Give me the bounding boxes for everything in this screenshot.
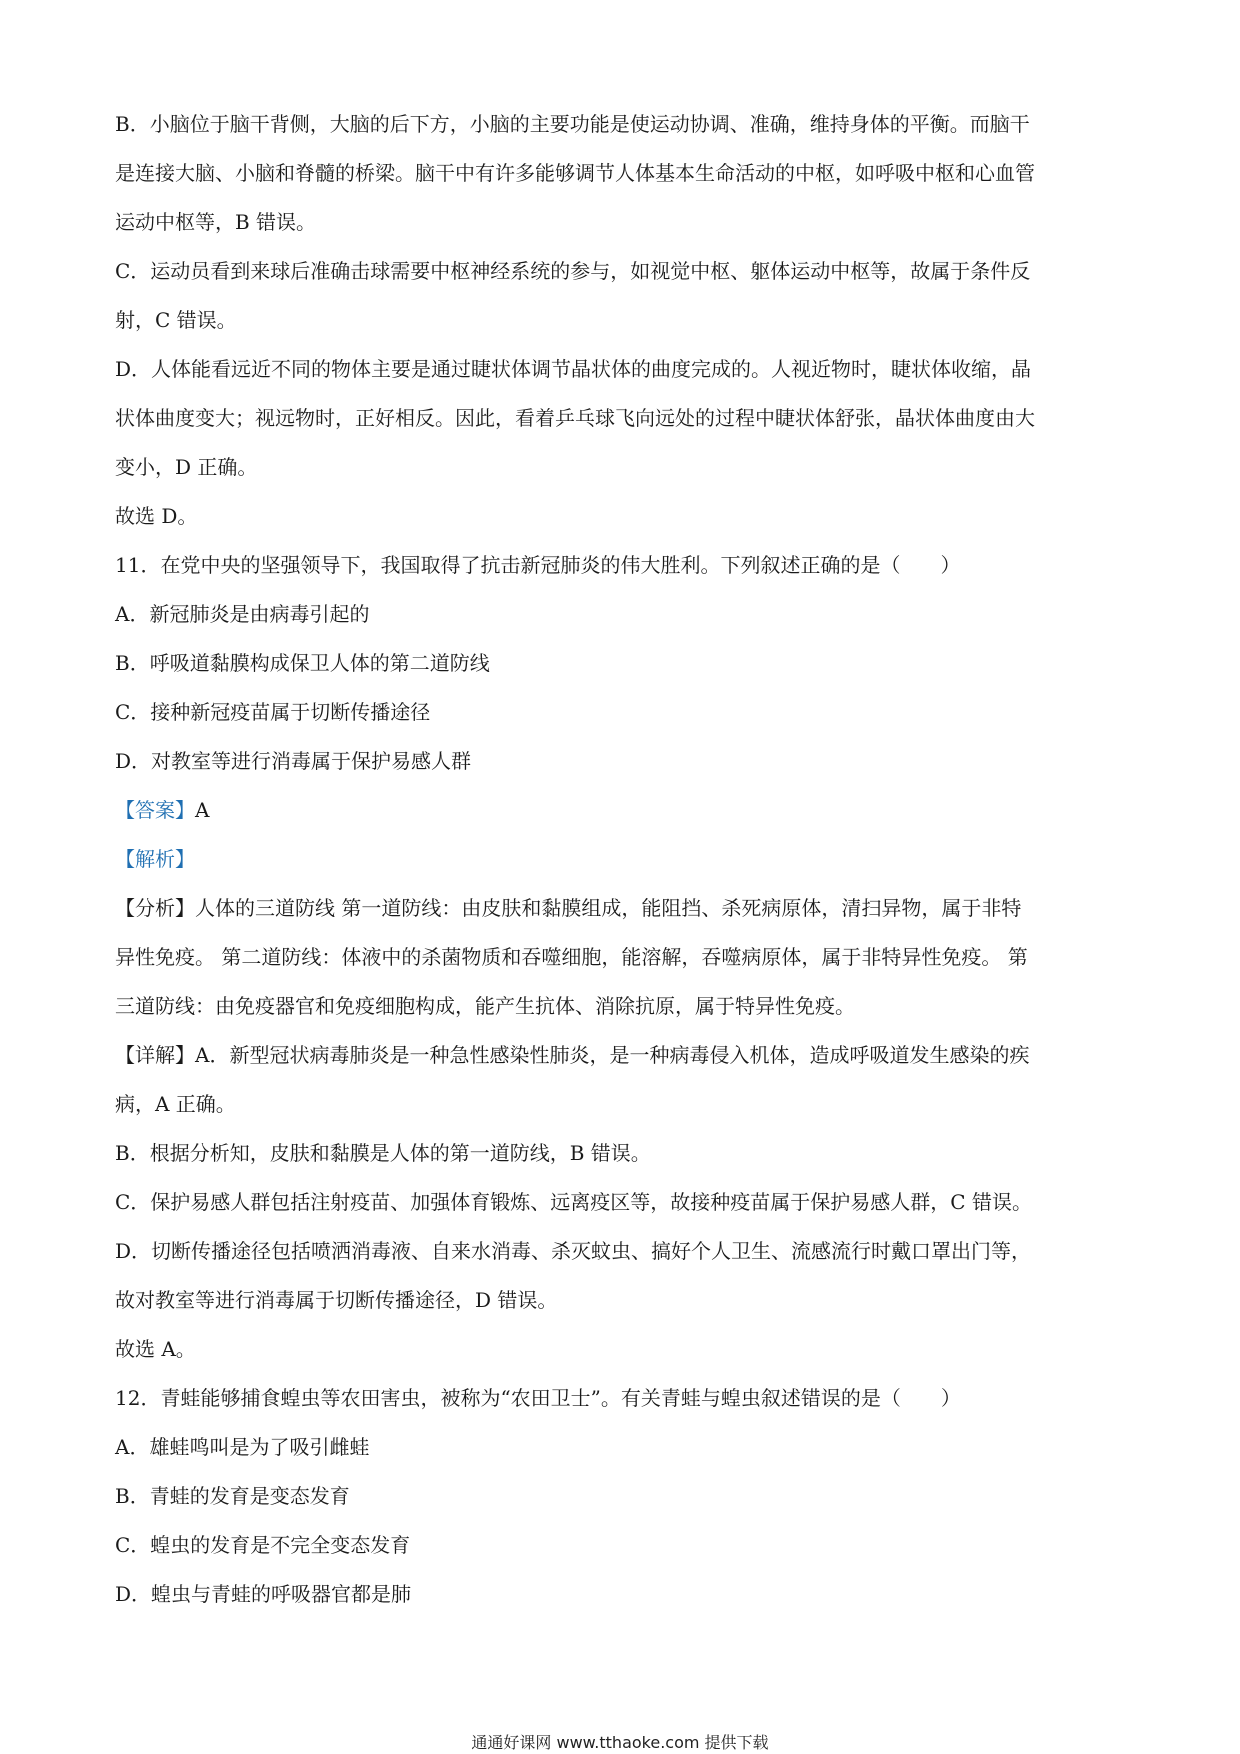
q11-analysis-line-2: 异性免疫。 第二道防线：体液中的杀菌物质和吞噬细胞，能溶解，吞噬病原体，属于非特异性免疫。 第 [115, 945, 1028, 969]
q11-detail-line-5: D．切断传播途径包括喷洒消毒液、自来水消毒、杀灭蚊虫、搞好个人卫生、流感流行时戴口罩出门等， [115, 1239, 1032, 1263]
q12-option-d: D．蝗虫与青蛙的呼吸器官都是肺 [115, 1582, 412, 1606]
q11-detail-line-1: 【详解】A．新型冠状病毒肺炎是一种急性感染性肺炎，是一种病毒侵入机体，造成呼吸道发生感染的疾 [115, 1043, 1030, 1067]
document-page [115, 100, 1125, 1619]
q11-option-d: D．对教室等进行消毒属于保护易感人群 [115, 749, 472, 773]
q10-option-b-line-3: 运动中枢等，B 错误。 [115, 210, 317, 234]
q12-option-a: A．雄蛙鸣叫是为了吸引雌蛙 [115, 1435, 370, 1459]
q10-option-c-line-1: C．运动员看到来球后准确击球需要中枢神经系统的参与，如视觉中枢、躯体运动中枢等，故属于条件反 [115, 259, 1031, 283]
q10-option-d-line-1: D．人体能看远近不同的物体主要是通过睫状体调节晶状体的曲度完成的。人视近物时，睫状体收缩，晶 [115, 357, 1032, 381]
q12-option-b: B．青蛙的发育是变态发育 [115, 1484, 350, 1508]
q11-option-c: C．接种新冠疫苗属于切断传播途径 [115, 700, 431, 724]
question-12 [115, 1374, 1125, 1619]
q11-detail-line-4: C．保护易感人群包括注射疫苗、加强体育锻炼、远离疫区等，故接种疫苗属于保护易感人群，C 错误。 [115, 1190, 1032, 1214]
analysis-tag: 【解析】 [115, 847, 195, 871]
q10-option-d-line-2: 状体曲度变大；视远物时，正好相反。因此，看着乒乓球飞向远处的过程中睫状体舒张，晶状体曲度由大 [115, 406, 1035, 430]
q10-option-c-line-2: 射，C 错误。 [115, 308, 237, 332]
q11-analysis-line-3: 三道防线：由免疫器官和免疫细胞构成，能产生抗体、消除抗原，属于特异性免疫。 [115, 994, 855, 1018]
q12-option-c: C．蝗虫的发育是不完全变态发育 [115, 1533, 411, 1557]
q11-analysis-line-1: 【分析】人体的三道防线 第一道防线：由皮肤和黏膜组成，能阻挡、杀死病原体，清扫异物，属于非特 [115, 896, 1022, 920]
q10-conclusion: 故选 D。 [115, 504, 198, 528]
q11-detail-line-3: B．根据分析知，皮肤和黏膜是人体的第一道防线，B 错误。 [115, 1141, 651, 1165]
q10-explanation-tail [115, 100, 1125, 541]
page-footer: 通通好课网 www.tthaoke.com 提供下载 [471, 1733, 769, 1752]
q11-detail-line-2: 病，A 正确。 [115, 1092, 236, 1116]
q10-option-b-line-1: B．小脑位于脑干背侧，大脑的后下方，小脑的主要功能是使运动协调、准确，维持身体的平衡。而脑干 [115, 112, 1030, 136]
q11-answer-line [115, 786, 1125, 835]
q11-option-a: A．新冠肺炎是由病毒引起的 [115, 602, 370, 626]
q12-stem: 12．青蛙能够捕食蝗虫等农田害虫，被称为“农田卫士”。有关青蛙与蝗虫叙述错误的是（ ） [115, 1386, 961, 1410]
answer-tag: 【答案】 [115, 798, 195, 822]
q10-option-b-line-2: 是连接大脑、小脑和脊髓的桥梁。脑干中有许多能够调节人体基本生命活动的中枢，如呼吸中枢和心血管 [115, 161, 1035, 185]
q11-detail-line-6: 故对教室等进行消毒属于切断传播途径，D 错误。 [115, 1288, 558, 1312]
q11-conclusion: 故选 A。 [115, 1337, 196, 1361]
q11-option-b: B．呼吸道黏膜构成保卫人体的第二道防线 [115, 651, 490, 675]
question-11 [115, 541, 1125, 1374]
q10-option-d-line-3: 变小，D 正确。 [115, 455, 258, 479]
answer-value: A [195, 798, 210, 822]
q11-stem: 11．在党中央的坚强领导下，我国取得了抗击新冠肺炎的伟大胜利。下列叙述正确的是（ ） [115, 553, 961, 577]
